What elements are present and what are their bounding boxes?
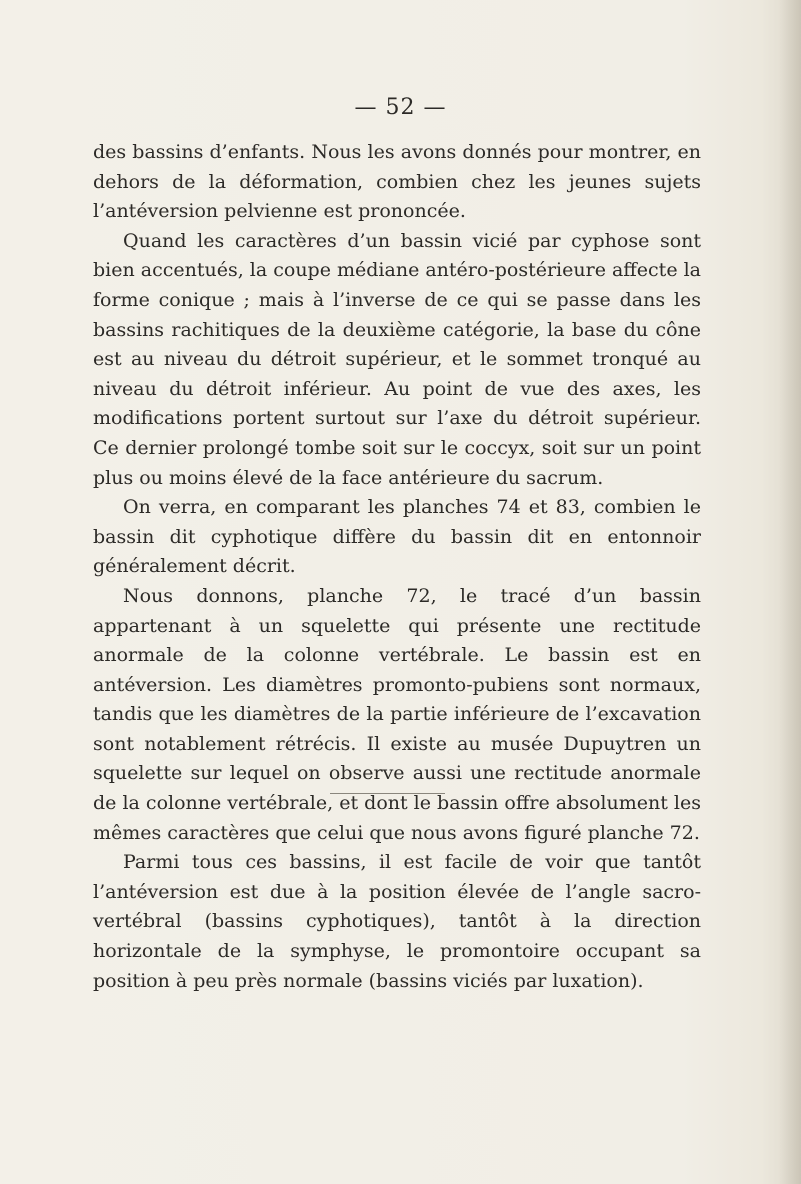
paragraph: Nous donnons, planche 72, le tracé d’un bassin appartenant à un squelette qui présente une rectitude anormale de la colonne vertébrale. Le bassin est en antéversion. Les diamètres promonto-pubiens sont normaux, tandis que les diamètres de la partie inférieure de l’excavation sont notablement rétrécis. Il existe au musée Dupuytren un squelette sur lequel on observe aussi une rectitude anormale de la colonne vertébrale, et dont le bassin offre absolument les mêmes caractères que celui que nous avons figuré planche 72.	[93, 584, 701, 844]
paragraph-continuation: des bassins d’enfants. Nous les avons donnés pour montrer, en dehors de la déformation, combien chez les jeunes sujets l’antéversion pelvienne est prononcée.	[93, 141, 701, 223]
body-text	[93, 138, 701, 996]
page-edge-shadow	[779, 0, 801, 1184]
paragraph: Quand les caractères d’un bassin vicié par cyphose sont bien accentués, la coupe médiane antéro-postérieure affecte la forme conique ; mais à l’inverse de ce qui se passe dans les bassins rachitiques de la deuxième catégorie, la base du cône est au niveau du détroit supérieur, et le sommet tronqué au niveau du détroit inférieur. Au point de vue des axes, les modifications portent surtout sur l’axe du détroit supérieur. Ce dernier prolongé tombe soit sur le coccyx, soit sur un point plus ou moins élevé de la face antérieure du sacrum.	[93, 229, 702, 489]
paragraph: Parmi tous ces bassins, il est facile de voir que tantôt l’antéversion est due à la position élevée de l’angle sacro-vertébral (bassins cyphotiques), tantôt à la direction horizontale de la symphyse, le promontoire occupant sa position à peu près normale (bassins viciés par luxation).	[93, 851, 701, 992]
section-end-rule	[330, 793, 445, 794]
page-number: — 52 —	[354, 95, 447, 120]
paragraph: On verra, en comparant les planches 74 et 83, combien le bassin dit cyphotique diffère du bassin dit en entonnoir généralement décrit.	[93, 496, 701, 578]
